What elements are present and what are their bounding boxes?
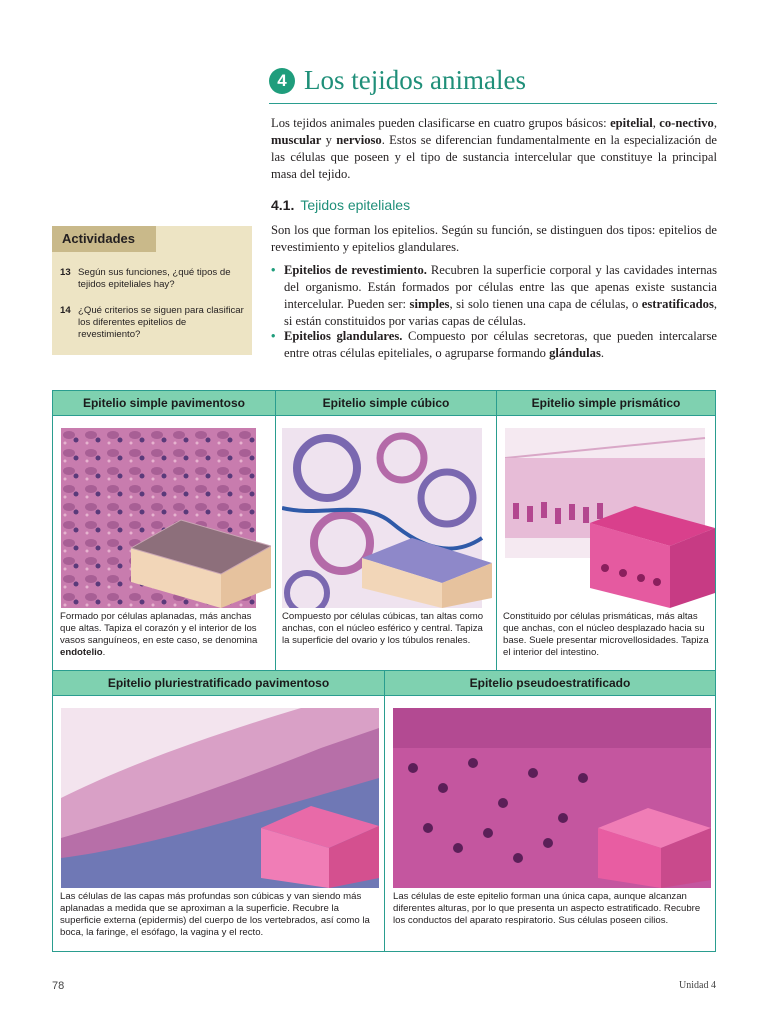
- caption-simple-prismatico: Constituido por células prismáticas, más altas que anchas, con el núcleo desplazado hacia su base. Suele presentar microvellosidades. Tapiza el interior del intestino.: [503, 611, 709, 658]
- activities-box: [52, 226, 252, 355]
- bullet-glandulares: [271, 328, 717, 362]
- subsection-title: Tejidos epiteliales: [300, 197, 411, 213]
- section-title: Los tejidos animales: [304, 65, 526, 95]
- epithelium-table: [52, 390, 716, 952]
- header-simple-pavimentoso: Epitelio simple pavimentoso: [53, 391, 276, 416]
- image-simple-cubico: [282, 428, 492, 608]
- activity-question: Según sus funciones, ¿qué tipos de tejidos epiteliales hay?: [78, 267, 231, 290]
- activity-number: 14: [60, 305, 71, 316]
- activity-number: 13: [60, 267, 71, 278]
- activity-item: [60, 305, 248, 341]
- subsection-paragraph: Son los que forman los epitelios. Según su función, se distinguen dos tipos: epitelios de revestimiento y epitelios glandulares.: [271, 223, 717, 254]
- bullet-dot: •: [271, 263, 276, 277]
- header-simple-cubico: Epitelio simple cúbico: [276, 391, 497, 416]
- header-pseudoestratificado: Epitelio pseudoestratificado: [385, 671, 715, 696]
- header-simple-prismatico: Epitelio simple prismático: [497, 391, 715, 416]
- bullet-text: Epitelios de revestimiento. Recubren la superficie corporal y las cavidades internas del organismo. Están formados por células entre las que apenas existe sustancia intercelular. Pueden ser: simples, si solo tienen una capa de células, o estratificados, si están constituidos por varias capas de células.: [284, 263, 717, 328]
- divider: [384, 671, 385, 951]
- unit-label: Unidad 4: [679, 980, 716, 991]
- section-number-badge: 4: [269, 68, 295, 94]
- bullet-text: Epitelios glandulares. Compuesto por células secretoras, que pueden intercalarse entre otras células epiteliales, o agruparse formando glándulas.: [284, 329, 717, 360]
- activity-item: [60, 267, 248, 291]
- divider: [496, 391, 497, 670]
- section-header: [269, 64, 717, 104]
- image-pluriestratificado: [61, 708, 379, 888]
- caption-simple-cubico: Compuesto por células cúbicas, tan altas como anchas, con el núcleo esférico y central. Tapiza la superficie del ovario y los túbulos renales.: [282, 611, 484, 646]
- image-simple-prismatico: [505, 428, 715, 608]
- activity-question: ¿Qué criterios se siguen para clasificar los diferentes epitelios de revestimiento?: [78, 305, 244, 340]
- divider: [275, 391, 276, 670]
- activities-title: Actividades: [52, 226, 156, 252]
- header-pluriestratificado: Epitelio pluriestratificado pavimentoso: [53, 671, 385, 696]
- image-pseudoestratificado: [393, 708, 711, 888]
- caption-simple-pavimentoso: Formado por células aplanadas, más anchas que altas. Tapiza el corazón y el interior de los vasos sanguíneos, en este caso, se denomina endotelio.: [60, 611, 258, 658]
- subsection-number: 4.1.: [271, 197, 295, 213]
- caption-pluriestratificado: Las células de las capas más profundas son cúbicas y van siendo más aplanadas a medida que se aproximan a la superficie. Recubre la superficie externa (epidermis) del cuerpo de los vertebrados, así como la boca, la faringe, el esófago, la vagina y el recto.: [60, 891, 370, 938]
- caption-pseudoestratificado: Las células de este epitelio forman una única capa, aunque alcanzan diferentes alturas, por lo que presenta un aspecto estratificado. Recubre los conductos del aparato respiratorio. Sus células poseen cilios.: [393, 891, 701, 926]
- image-simple-pavimentoso: [61, 428, 271, 608]
- page-number: 78: [52, 980, 65, 992]
- intro-paragraph: Los tejidos animales pueden clasificarse en cuatro grupos básicos: epitelial, co-nectivo, muscular y nervioso. Estos se diferencian fundamentalmente en la especialización de las células que poseen y el tipo de sustancia intercelular que constituye la principal masa del tejido.: [271, 116, 718, 181]
- subsection-heading: [271, 197, 410, 213]
- bullet-revestimiento: [271, 262, 717, 330]
- bullet-dot: •: [271, 329, 276, 343]
